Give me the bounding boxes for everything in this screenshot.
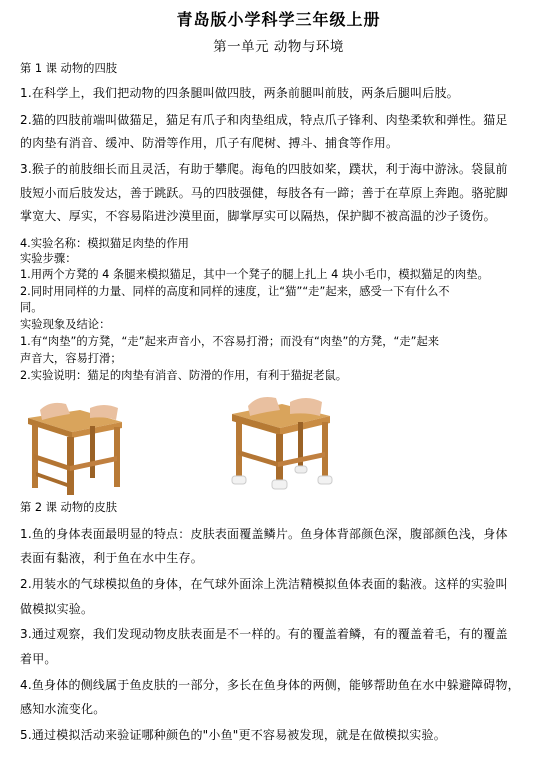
- lesson2-paragraph-1-line-1: 1.鱼的身体表面最明显的特点：皮肤表面覆盖鳞片。鱼身体背部颜色深，腹部颜色浅，身体: [20, 527, 508, 541]
- experiment-step-1: 1.用两个方凳的 4 条腿来模拟猫足，其中一个凳子的腿上扎上 4 块小毛巾，模拟猫足的肉垫。: [20, 268, 489, 281]
- lesson2-heading: 第 2 课 动物的皮肤: [20, 501, 118, 514]
- experiment-name: 4.实验名称：模拟猫足肉垫的作用: [20, 237, 189, 250]
- lesson2-paragraph-2-line-1: 2.用装水的气球模拟鱼的身体，在气球外面涂上洗洁精模拟鱼体表面的黏液。这样的实验叫: [20, 577, 508, 591]
- stool-photo-with-towel-pads: [226, 380, 336, 492]
- lesson1-paragraph-2-line-2: 的肉垫有消音、缓冲、防滑等作用，爪子有爬树、搏斗、捕食等作用。: [20, 136, 399, 150]
- lesson2-paragraph-4-line-1: 4.鱼身体的侧线属于鱼皮肤的一部分，多长在鱼身体的两侧，能够帮助鱼在水中躲避障碍物，: [20, 678, 520, 692]
- lesson1-paragraph-3-line-1: 3.猴子的前肢细长而且灵活，有助于攀爬。海龟的四肢如桨，蹼状，利于海中游泳。袋鼠前: [20, 162, 508, 176]
- lesson1-heading: 第 1 课 动物的四肢: [20, 62, 118, 75]
- experiment-steps-label: 实验步骤：: [20, 252, 77, 265]
- experiment-step-2-line-1: 2.同时用同样的力量、同样的高度和同样的速度，让“猫”“走”起来，感受一下有什么不: [20, 285, 450, 298]
- lesson1-paragraph-3-line-3: 掌宽大、厚实，不容易陷进沙漠里面，脚掌厚实可以隔热，保护脚不被高温的沙子烫伤。: [20, 209, 496, 223]
- lesson2-paragraph-1-line-2: 表面有黏液，利于鱼在水中生存。: [20, 551, 204, 565]
- stool-photo-without-pads: [20, 392, 130, 498]
- experiment-result-label: 实验现象及结论：: [20, 318, 111, 331]
- page-title: 青岛版小学科学三年级上册: [176, 10, 381, 29]
- experiment-result-1-line-2: 声音大，容易打滑；: [20, 352, 122, 365]
- lesson1-paragraph-3-line-2: 肢短小而后肢发达，善于跳跃。马的四肢强健，每肢各有一蹄；善于在草原上奔跑。骆驼脚: [20, 186, 509, 200]
- lesson2-paragraph-3-line-1: 3.通过观察，我们发现动物皮肤表面是不一样的。有的覆盖着鳞，有的覆盖着毛，有的覆盖: [20, 627, 508, 641]
- unit-title: 第一单元 动物与环境: [213, 39, 344, 55]
- lesson2-paragraph-4-line-2: 感知水流变化。: [20, 702, 106, 716]
- experiment-result-1-line-1: 1.有“肉垫”的方凳，“走”起来声音小，不容易打滑；而没有“肉垫”的方凳，“走”起来: [20, 335, 440, 348]
- lesson2-paragraph-2-line-2: 做模拟实验。: [20, 602, 94, 616]
- experiment-result-2: 2.实验说明：猫足的肉垫有消音、防滑的作用，有利于猫捉老鼠。: [20, 369, 348, 382]
- lesson1-paragraph-1: 1.在科学上，我们把动物的四条腿叫做四肢，两条前腿叫前肢，两条后腿叫后肢。: [20, 86, 459, 100]
- lesson2-paragraph-3-line-2: 着甲。: [20, 652, 57, 666]
- lesson2-paragraph-5: 5.通过模拟活动来验证哪种颜色的"小鱼"更不容易被发现，就是在做模拟实验。: [20, 728, 446, 742]
- lesson1-paragraph-2-line-1: 2.猫的四肢前端叫做猫足，猫足有爪子和肉垫组成，特点爪子锋利、肉垫柔软和弹性。猫足: [20, 113, 508, 127]
- experiment-step-2-line-2: 同。: [20, 301, 43, 314]
